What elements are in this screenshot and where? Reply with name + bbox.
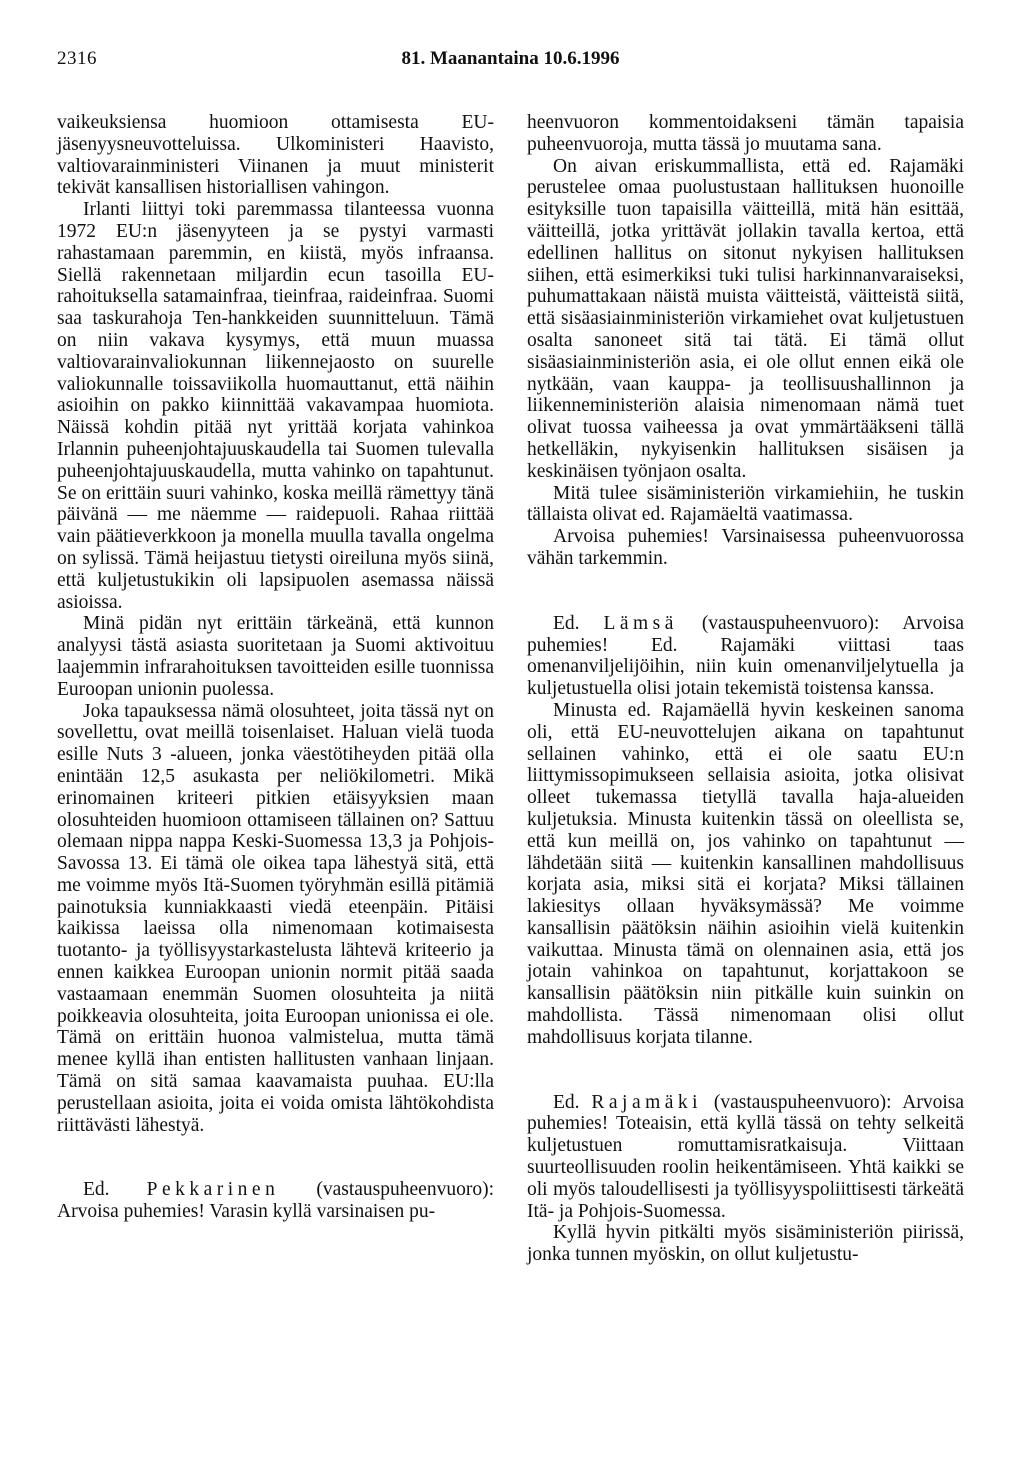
paragraph: Kyllä hyvin pitkälti myös sisäministeriön piirissä, jonka tunnen myöskin, on ollut kuljetustu- <box>527 1222 964 1266</box>
speech-lamsa <box>527 613 964 700</box>
paragraph: vaikeuksiensa huomioon ottamisesta EU-jäsenyysneuvotteluissa. Ulkoministeri Haavisto, valtiovarainministeri Viinanen ja muut ministerit tekivät kansallisen historiallisen vahingon. <box>57 112 494 199</box>
paragraph: On aivan eriskummallista, että ed. Rajamäki perustelee omaa puolustustaan hallituksen huonoille esityksille tuon tapaisilla väitteillä, mitä hän esittää, väitteillä, jotka yrittävät jollakin tavalla kertoa, että edellinen hallitus on sitonut nykyisen hallituksen siihen, että esimerkiksi tuki tulisi harkinnanvaraiseksi, puhumattakaan näistä muista väitteistä, väitteistä siitä, että sisäasiainministeriön virkamiehet ovat kuljetustuen osalta sanoneet sitä tai tätä. Ei tämä ollut sisäasiainministeriön asia, ei ole ollut ennen eikä ole nytkään, vaan kauppa- ja teollisuushallinnon ja liikenneministeriön alaisia nimenomaan nämä tuet olivat tuossa vaiheessa ja ovat ymmärtääkseni tällä hetkelläkin, nykyisenkin hallituksen sisäisen ja keskinäisen työnjaon osalta. <box>527 155 964 482</box>
speech-role: (vastauspuheenvuoro): <box>316 1179 494 1201</box>
speaker-name: Pekkarinen <box>146 1179 280 1201</box>
speaker-title: Ed. <box>553 1091 580 1113</box>
page-header <box>57 48 964 74</box>
speech-role: (vastauspuheenvuoro): <box>713 1091 892 1113</box>
paragraph: heenvuoron kommentoidakseni tämän tapaisia puheenvuoroja, mutta tässä jo muutama sana. <box>527 112 964 155</box>
issue-date: 81. Maanantaina 10.6.1996 <box>401 48 620 69</box>
paragraph: Minä pidän nyt erittäin tärkeänä, että kunnon analyysi tästä asiasta suoritetaan ja Suomi aktivoituu laajemmin infrarahoituksen tavoitteiden esille tuonnissa Euroopan unionin puolessa. <box>57 613 494 700</box>
speaker-title: Ed. <box>553 612 580 634</box>
speech-text: Arvoisa puhemies! Toteaisin, että kyllä tässä on tehty selkeitä kuljetustuen romuttamisratkaisuja. Viittaan suurteollisuuden roolin heikentämiseen. Yhtä kaikki se oli myös taloudellisesti ja työllisyyspoliittisesti tärkeätä Itä- ja Pohjois-Suomessa. <box>527 1091 965 1222</box>
left-column <box>57 112 494 1223</box>
speech-pekkarinen <box>57 1179 494 1223</box>
speaker-name: Rajamäki <box>591 1091 703 1113</box>
speech-text: Arvoisa puhemies! Varasin kyllä varsinaisen pu- <box>57 1201 436 1223</box>
paragraph: Minusta ed. Rajamäellä hyvin keskeinen sanoma oli, että EU-neuvottelujen aikana on tapahtunut sellainen vahinko, että ei ole saatu EU:n liittymissopimukseen sellaisia asioita, jotka olisivat olleet tukemassa tietyllä tavalla haja-alueiden kuljetuksia. Minusta kuitenkin tässä on oleellista se, että kun meillä on, jos vahinko on tapahtunut — lähdetään siitä — kuitenkin kansallinen mahdollisuus korjata asia, miksi sitä ei korjata? Miksi tällainen lakiesitys ollaan hyväksymässä? Me voimme kansallisin päätöksin näihin asioihin vielä kuitenkin vaikuttaa. Minusta tämä on olennainen asia, että jos jotain vahinkoa on tapahtunut, korjattakoon se kansallisin päätöksin niin pitkälle kuin suinkin on mahdollista. Tässä nimenomaan olisi ollut mahdollisuus korjata tilanne. <box>527 699 964 1048</box>
paragraph: Mitä tulee sisäministeriön virkamiehiin, he tuskin tällaista olivat ed. Rajamäeltä vaatimassa. <box>527 482 964 526</box>
right-column <box>527 112 964 1266</box>
paragraph: Arvoisa puhemies! Varsinaisessa puheenvuorossa vähän tarkemmin. <box>527 526 964 569</box>
speaker-name: Lämsä <box>603 612 678 634</box>
speech-text: Arvoisa puhemies! Ed. Rajamäki viittasi taas omenanviljelijöihin, niin kuin omenanviljelytuella ja kuljetustuella olisi jotain tekemistä toistensa kanssa. <box>527 612 964 700</box>
speaker-title: Ed. <box>83 1179 110 1201</box>
page-number: 2316 <box>57 48 97 69</box>
paragraph: Irlanti liittyi toki paremmassa tilanteessa vuonna 1972 EU:n jäsenyyteen ja se pystyi varmasti rahastamaan paremmin, en kiistä, myös infraansa. Siellä rakennetaan miljardin ecun tasoilla EU-rahoituksella satamainfraa, tieinfraa, raideinfraa. Suomi saa taskurahoja Ten-hankkeiden suunnitteluun. Tämä on niin vakava kysymys, että muun muassa valtiovarainvaliokunnan liikennejaosto on suurelle valiokunnalle toissaviikolla huomauttanut, että näihin asioihin on pakko kiinnittää vakavampaa huomiota. Näissä kohdin pitää nyt yrittää korjata vahinkoa Irlannin puheenjohtajuuskaudella tai Suomen tulevalla puheenjohtajuuskaudella, mutta vahinko on tapahtunut. Se on erittäin suuri vahinko, koska meillä rämettyy tänä päivänä — me näemme — raidepuoli. Rahaa riittää vain päätieverkkoon ja monella muulla tavalla ongelma on sylissä. Tämä heijastuu tietysti oireiluna myös siinä, että kuljetustukikin oli lapsipuolen asemassa näissä asioissa. <box>57 199 494 613</box>
speech-rajamaki <box>527 1092 964 1223</box>
speech-role: (vastauspuheenvuoro): <box>701 612 880 634</box>
paragraph: Joka tapauksessa nämä olosuhteet, joita tässä nyt on sovellettu, ovat meillä toisenlaiset. Haluan vielä tuoda esille Nuts 3 -alueen, jonka väestötiheyden pitää olla enintään 12,5 asukasta per neliökilometri. Mikä erinomainen kriteeri pitkien etäisyyksien maan olosuhteiden huomioon ottamiseen tällainen on? Sattuu olemaan nippa nappa Keski-Suomessa 13,3 ja Pohjois-Savossa 13. Ei tämä ole oikea tapa lähestyä sitä, että me voimme myös Itä-Suomen työryhmän esillä pitämiä painotuksia kunniakkaasti viedä eteenpäin. Pitäisi kaikissa laeissa olla nimenomaan kotimaisesta tuotanto- ja työllisyystarkastelusta lähtevä kriteerio ja ennen kaikkea Euroopan unionin normit pitää saada vastaamaan enemmän Suomen olosuhteita ja niitä poikkeavia olosuhteita, joita Euroopan unionissa ei ole. Tämä on erittäin huonoa valmistelua, mutta tämä menee kyllä ihan entisten hallitusten vanhaan linjaan. Tämä on sitä samaa kaavamaista puuhaa. EU:lla perustellaan asioita, joita ei voida omista lähtökohdista riittävästi lähestyä. <box>57 700 494 1136</box>
